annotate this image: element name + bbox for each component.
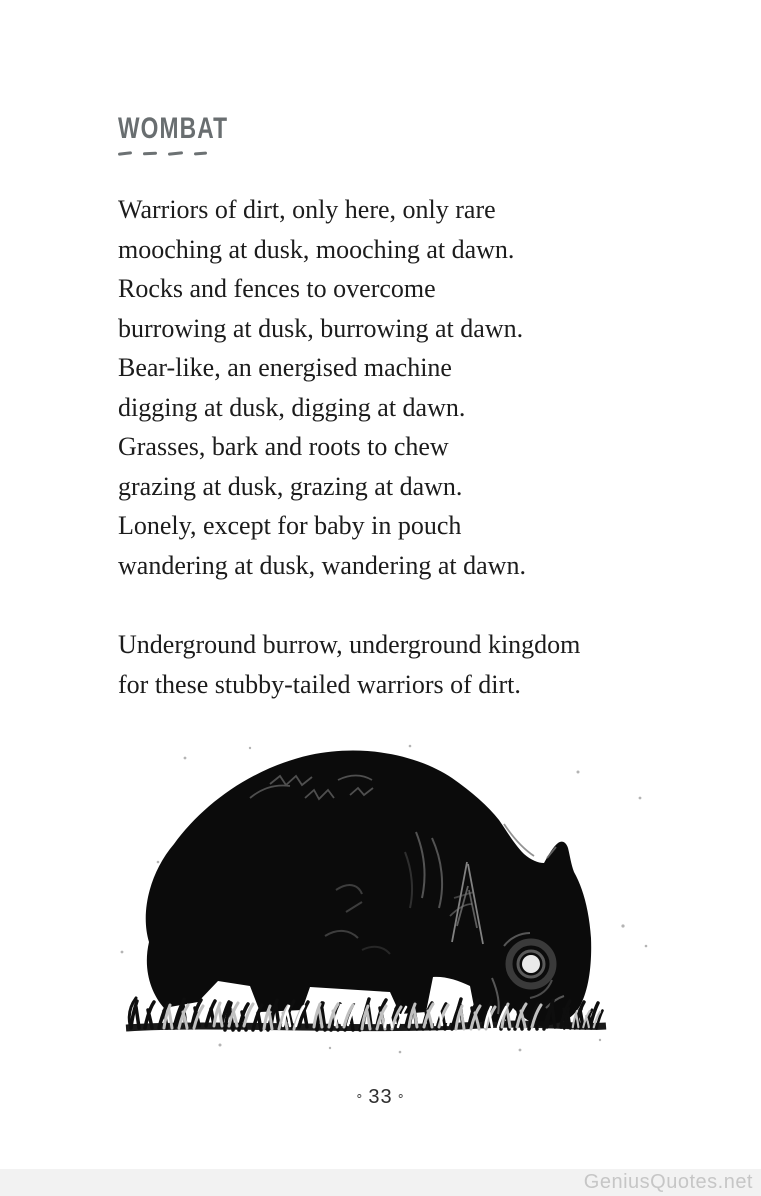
wombat-illustration	[100, 740, 660, 1060]
poem-stanza-2	[118, 625, 678, 704]
page-number-ornament-right: ∘	[396, 1088, 406, 1103]
poem-line: Warriors of dirt, only here, only rare	[118, 195, 496, 224]
watermark-bar	[0, 1169, 761, 1196]
wombat-body	[146, 751, 591, 1027]
title-block	[118, 112, 263, 155]
poem	[118, 190, 678, 704]
page-number	[0, 1086, 761, 1109]
page-number-ornament-left: ∘	[355, 1088, 365, 1103]
title-underline-dashes	[118, 152, 213, 155]
poem-line: for these stubby-tailed warriors of dirt.	[118, 669, 521, 699]
page-number-value: 33	[368, 1086, 393, 1108]
page-title: WOMBAT	[118, 112, 229, 145]
poem-line: mooching at dusk, mooching at dawn.	[118, 234, 515, 264]
title-underline-dash	[118, 151, 132, 156]
poem-line: digging at dusk, digging at dawn.	[118, 392, 466, 422]
poem-line: burrowing at dusk, burrowing at dawn.	[118, 313, 524, 343]
poem-line: Underground burrow, underground kingdom	[118, 630, 581, 659]
poem-line: wandering at dusk, wandering at dawn.	[118, 550, 526, 580]
poem-line: Rocks and fences to overcome	[118, 274, 436, 303]
poem-stanza-1	[118, 190, 678, 585]
title-underline-dash	[194, 152, 207, 156]
poem-line: grazing at dusk, grazing at dawn.	[118, 471, 463, 501]
title-underline-dash	[143, 152, 157, 156]
watermark-text: GeniusQuotes.net	[583, 1171, 753, 1193]
wombat-ink-drawing	[100, 740, 660, 1060]
poem-line: Grasses, bark and roots to chew	[118, 432, 449, 461]
poem-line: Lonely, except for baby in pouch	[118, 511, 462, 540]
poem-line: Bear-like, an energised machine	[118, 353, 452, 382]
title-underline-dash	[168, 151, 183, 156]
